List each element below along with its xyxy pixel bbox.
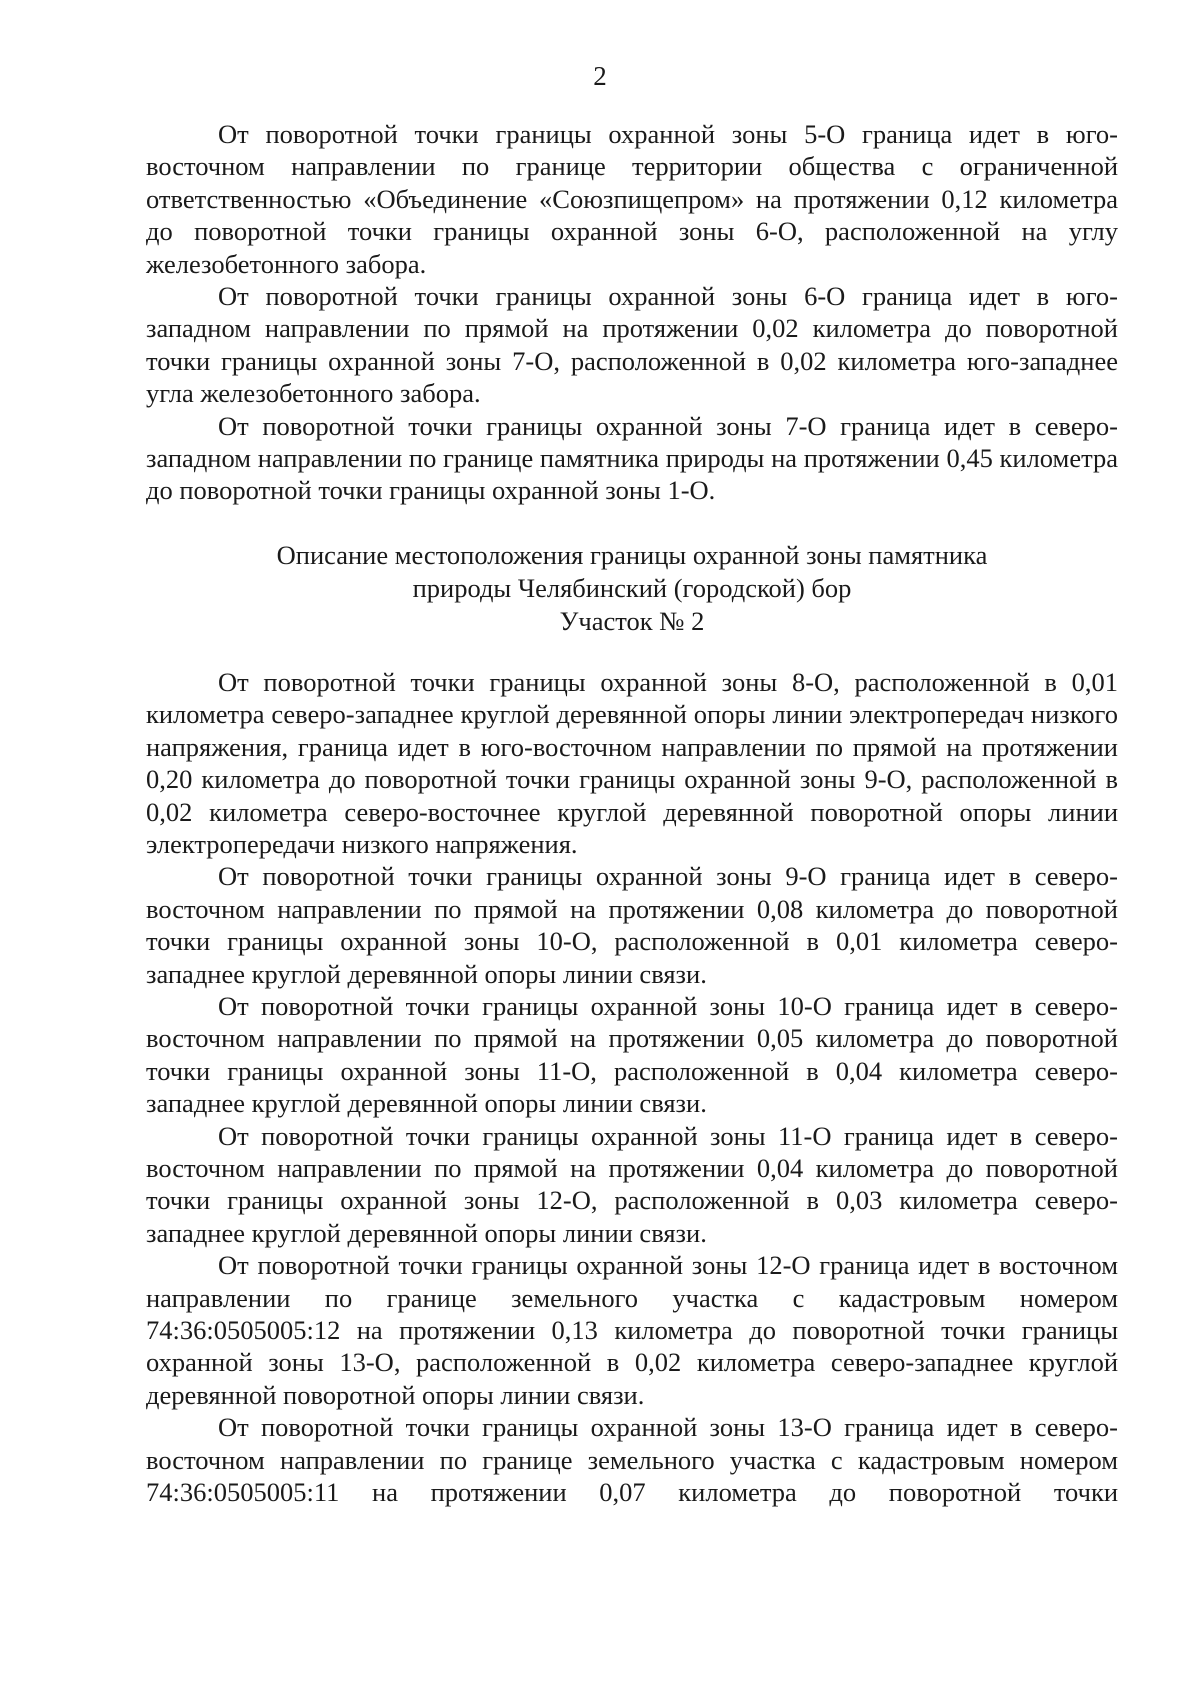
page-number: 2 — [593, 61, 607, 91]
document-body — [146, 118, 1118, 1508]
paragraph-zone-11: От поворотной точки границы охранной зоны 11-О граница идет в северо-восточном направлении по прямой на протяжении 0,04 километра до поворотной точки границы охранной зоны 12-О, расположенной в 0,03 километра северо-западнее круглой деревянной опоры линии связи. — [146, 1120, 1118, 1248]
paragraph-zone-8: От поворотной точки границы охранной зоны 8-О, расположенной в 0,01 километра северо-западнее круглой деревянной опоры линии электропередач низкого напряжения, граница идет в юго-восточном направлении по прямой на протяжении 0,20 километра до поворотной точки границы охранной зоны 9-О, расположенной в 0,02 километра северо-восточнее круглой деревянной поворотной опоры линии электропередачи низкого напряжения. — [146, 666, 1118, 859]
section-heading — [146, 539, 1118, 638]
paragraph-zone-10: От поворотной точки границы охранной зоны 10-О граница идет в северо-восточном направлении по прямой на протяжении 0,05 километра до поворотной точки границы охранной зоны 11-О, расположенной в 0,04 километра северо-западнее круглой деревянной опоры линии связи. — [146, 990, 1118, 1119]
paragraph-zone-7: От поворотной точки границы охранной зоны 7-О граница идет в северо-западном направлении по границе памятника природы на протяжении 0,45 километра до поворотной точки границы охранной зоны 1-О. — [146, 410, 1118, 506]
heading-line-3: Участок № 2 — [559, 605, 705, 636]
paragraph-zone-13: От поворотной точки границы охранной зоны 13-О граница идет в северо-восточном направлении по границе земельного участка с кадастровым номером 74:36:0505005:11 на протяжении 0,07 километра до поворотной точки — [146, 1412, 1118, 1508]
paragraph-zone-12: От поворотной точки границы охранной зоны 12-О граница идет в восточном направлении по границе земельного участка с кадастровым номером 74:36:0505005:12 на протяжении 0,13 километра до поворотной точки границы охранной зоны 13-О, расположенной в 0,02 километра северо-западнее круглой деревянной поворотной опоры линии связи. — [146, 1250, 1118, 1410]
paragraph-zone-9: От поворотной точки границы охранной зоны 9-О граница идет в северо-восточном направлении по прямой на протяжении 0,08 километра до поворотной точки границы охранной зоны 10-О, расположенной в 0,01 километра северо-западнее круглой деревянной опоры линии связи. — [146, 861, 1118, 989]
heading-line-1: Описание местоположения границы охранной зоны памятника — [276, 539, 988, 570]
paragraph-zone-5: От поворотной точки границы охранной зоны 5-О граница идет в юго-восточном направлении по границе территории общества с ограниченной ответственностью «Объединение «Союзпищепром» на протяжении 0,12 километра до поворотной точки границы охранной зоны 6-О, расположенной на углу железобетонного забора. — [146, 119, 1118, 279]
paragraph-zone-6: От поворотной точки границы охранной зоны 6-О граница идет в юго-западном направлении по прямой на протяжении 0,02 километра до поворотной точки границы охранной зоны 7-О, расположенной в 0,02 километра юго-западнее угла железобетонного забора. — [146, 281, 1118, 409]
heading-line-2: природы Челябинский (городской) бор — [412, 572, 852, 603]
